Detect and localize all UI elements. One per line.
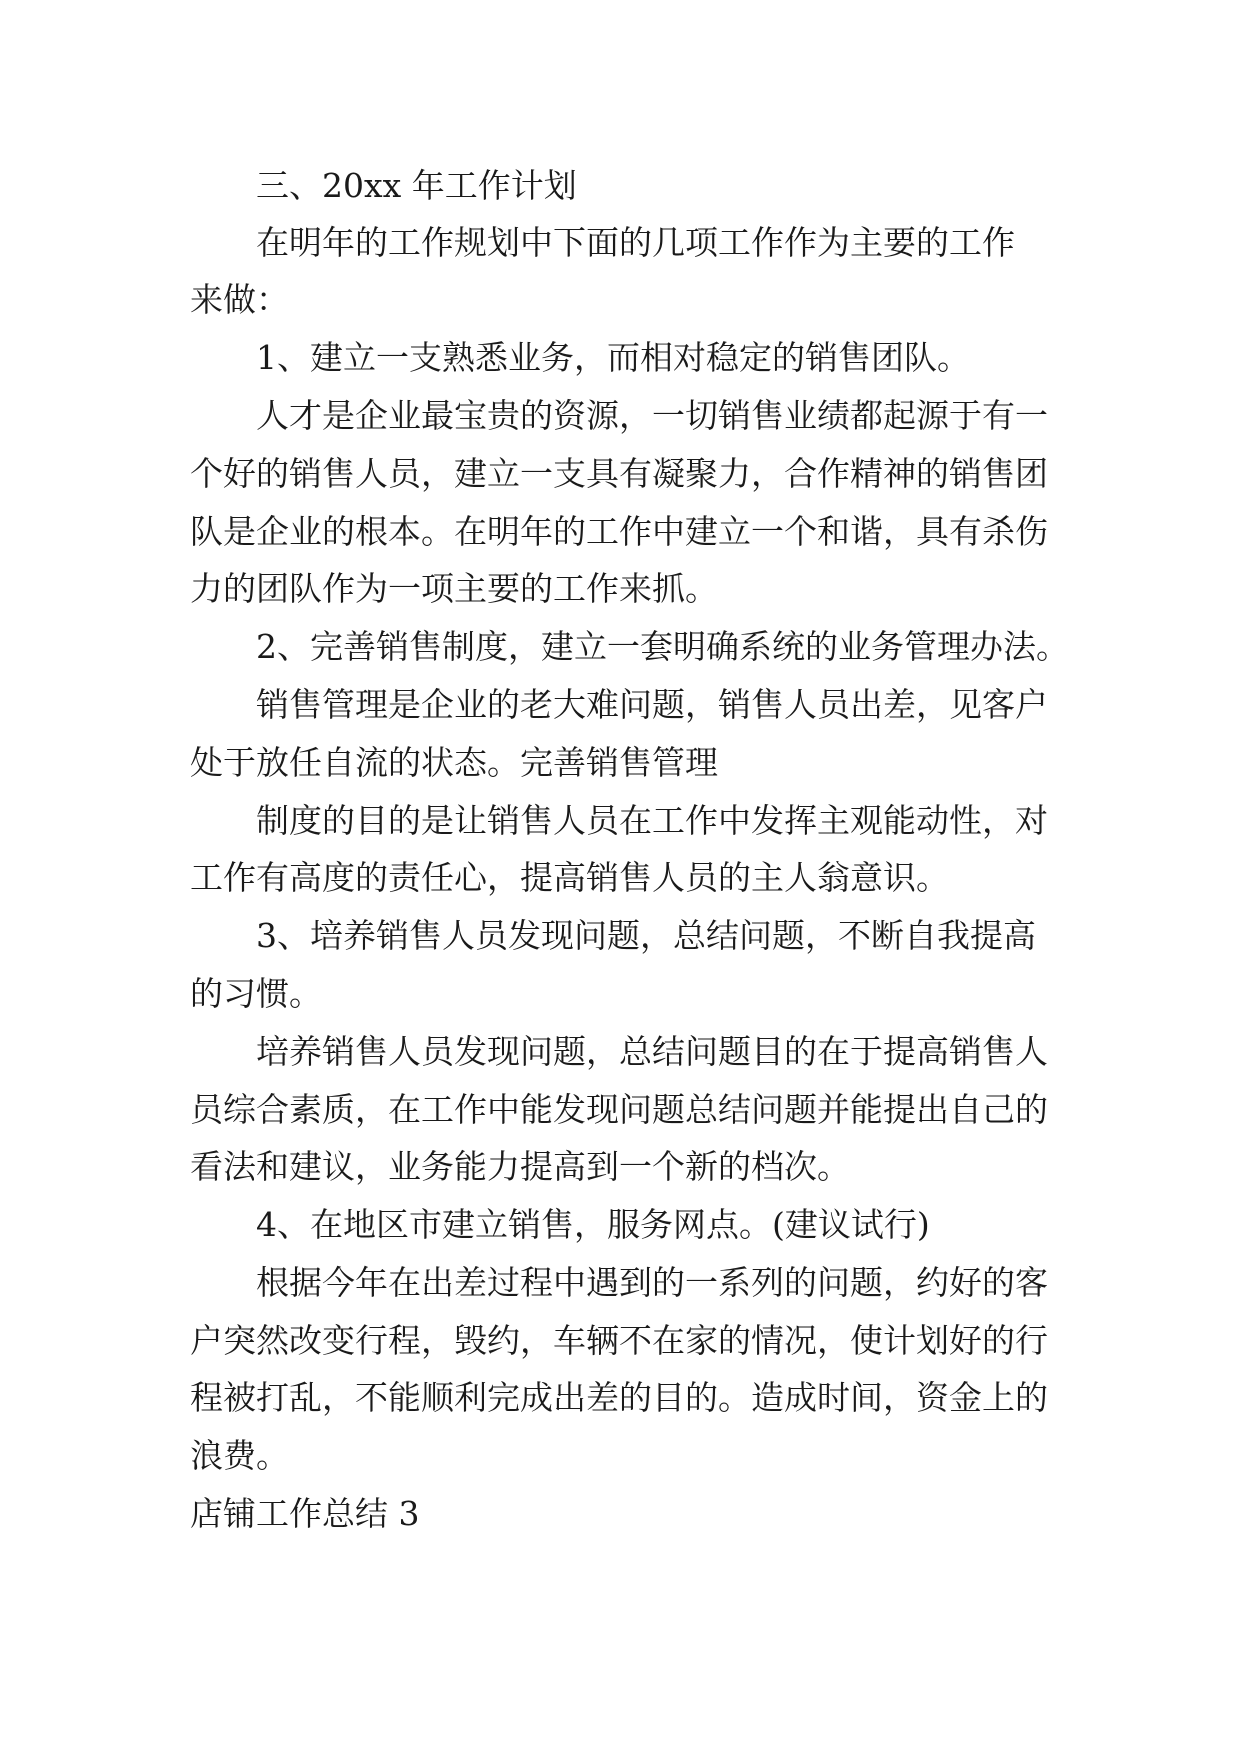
paragraph-line: 工作有高度的责任心，提高销售人员的主人翁意识。 [190, 858, 949, 897]
paragraph-line: 户突然改变行程，毁约，车辆不在家的情况，使计划好的行 [190, 1321, 1048, 1360]
paragraph-line: 人才是企业最宝贵的资源，一切销售业绩都起源于有一 [256, 396, 1048, 435]
paragraph-line: 销售管理是企业的老大难问题，销售人员出差，见客户 [256, 685, 1048, 724]
list-item-heading: 2、完善销售制度，建立一套明确系统的业务管理办法。 [256, 627, 1069, 666]
paragraph-line: 在明年的工作规划中下面的几项工作作为主要的工作 [256, 223, 1015, 262]
paragraph-line: 来做： [190, 280, 289, 319]
paragraph-line: 力的团队作为一项主要的工作来抓。 [190, 569, 718, 608]
paragraph-line: 根据今年在出差过程中遇到的一系列的问题，约好的客 [256, 1263, 1048, 1302]
list-item-heading: 4、在地区市建立销售，服务网点。(建议试行) [256, 1205, 930, 1244]
paragraph-line: 浪费。 [190, 1436, 289, 1475]
list-item-heading: 3、培养销售人员发现问题，总结问题，不断自我提高 [256, 916, 1036, 955]
section-heading: 三、20xx 年工作计划 [256, 166, 577, 205]
paragraph-line: 队是企业的根本。在明年的工作中建立一个和谐，具有杀伤 [190, 512, 1048, 551]
paragraph-line: 处于放任自流的状态。完善销售管理 [190, 743, 718, 782]
paragraph-line: 制度的目的是让销售人员在工作中发挥主观能动性，对 [256, 801, 1048, 840]
paragraph-line: 员综合素质，在工作中能发现问题总结问题并能提出自己的 [190, 1090, 1048, 1129]
paragraph-line: 的习惯。 [190, 974, 322, 1013]
paragraph-line: 看法和建议，业务能力提高到一个新的档次。 [190, 1147, 850, 1186]
list-item-heading: 1、建立一支熟悉业务，而相对稳定的销售团队。 [256, 338, 970, 377]
paragraph-line: 个好的销售人员，建立一支具有凝聚力，合作精神的销售团 [190, 454, 1048, 493]
paragraph-line: 培养销售人员发现问题，总结问题目的在于提高销售人 [256, 1032, 1048, 1071]
paragraph-line: 程被打乱，不能顺利完成出差的目的。造成时间，资金上的 [190, 1378, 1048, 1417]
next-section-title: 店铺工作总结 3 [190, 1494, 420, 1533]
